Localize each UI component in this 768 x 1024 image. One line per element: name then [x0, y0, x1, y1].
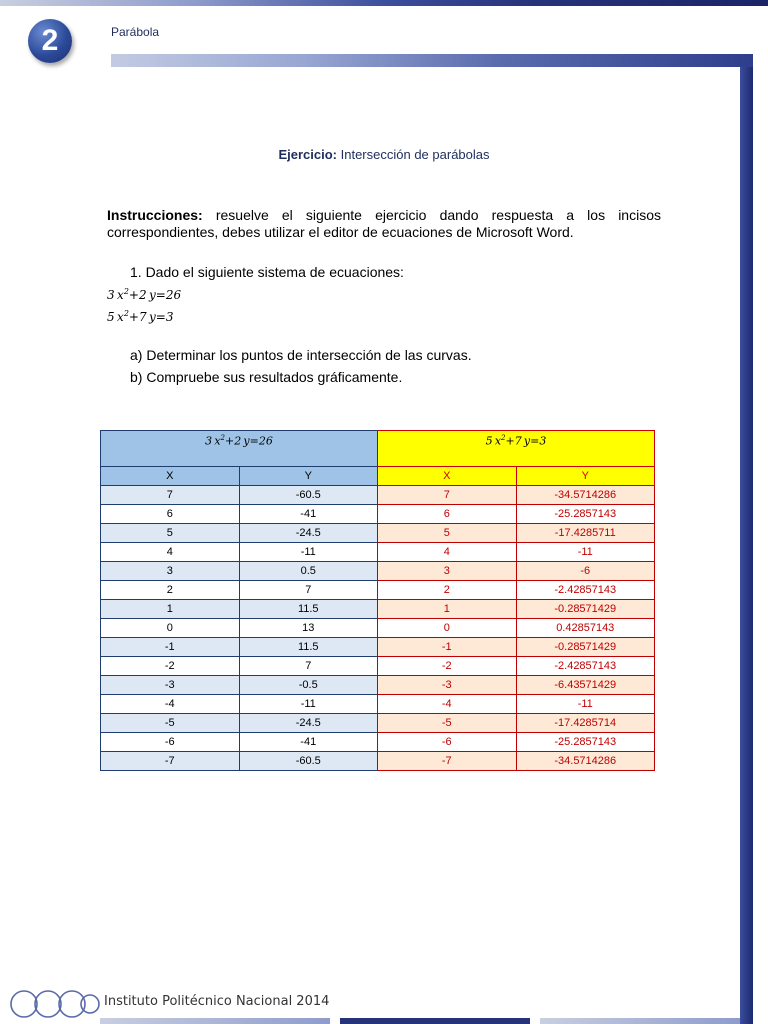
cell-y1: -24.5: [239, 714, 378, 733]
top-decorative-bar: [0, 0, 768, 6]
cell-x2: -2: [378, 657, 517, 676]
footer-bar-left: [100, 1018, 330, 1024]
eq2-rest: +7: [128, 310, 147, 324]
col-header-y2: Y: [516, 467, 655, 486]
cell-x1: -7: [101, 752, 240, 771]
cell-y1: -11: [239, 695, 378, 714]
eq2-coef: 5: [107, 310, 115, 324]
cell-x2: 5: [378, 524, 517, 543]
cell-y1: 11.5: [239, 638, 378, 657]
table-row: [101, 676, 655, 695]
instructions-text: resuelve el siguiente ejercicio dando respuesta a los incisos correspondientes, debes utilizar el editor de ecuaciones de Microsoft Word.: [107, 207, 661, 240]
cell-y1: -0.5: [239, 676, 378, 695]
table-row: [101, 505, 655, 524]
eq2-rhs: =3: [155, 310, 174, 324]
cell-x2: 3: [378, 562, 517, 581]
cell-y2: -6.43571429: [516, 676, 655, 695]
table-row: [101, 638, 655, 657]
cell-x2: 2: [378, 581, 517, 600]
eq1-coef: 3: [107, 288, 115, 302]
cell-x2: -3: [378, 676, 517, 695]
equation-1: 3 $x^2+2$ y=26: [107, 287, 182, 302]
instructions: [107, 207, 661, 241]
cell-x2: -1: [378, 638, 517, 657]
cell-x1: -2: [101, 657, 240, 676]
cell-y1: 13: [239, 619, 378, 638]
table-header-eq1: 3 $x^2+2$ y=26: [101, 431, 378, 467]
cell-x1: 3: [101, 562, 240, 581]
table-row: [101, 486, 655, 505]
cell-y1: -41: [239, 733, 378, 752]
cell-y2: -11: [516, 543, 655, 562]
cell-x2: -7: [378, 752, 517, 771]
cell-y1: 7: [239, 657, 378, 676]
eq1-exp: 2: [123, 287, 129, 296]
table-row: [101, 543, 655, 562]
cell-x2: -6: [378, 733, 517, 752]
col-header-x1: X: [101, 467, 240, 486]
table-row: [101, 581, 655, 600]
cell-y2: -34.5714286: [516, 486, 655, 505]
table-row: [101, 695, 655, 714]
cell-x1: -1: [101, 638, 240, 657]
cell-x2: 4: [378, 543, 517, 562]
cell-y2: -6: [516, 562, 655, 581]
cell-y1: -41: [239, 505, 378, 524]
cell-x2: 1: [378, 600, 517, 619]
cell-y2: -25.2857143: [516, 505, 655, 524]
table-row: [101, 657, 655, 676]
cell-x2: -4: [378, 695, 517, 714]
eq2-exp: 2: [123, 309, 129, 318]
cell-y1: -24.5: [239, 524, 378, 543]
cell-y2: -17.4285711: [516, 524, 655, 543]
right-decorative-bar: [740, 67, 753, 1024]
header-decorative-bar: [111, 54, 753, 67]
cell-x1: 2: [101, 581, 240, 600]
cell-x1: 7: [101, 486, 240, 505]
task-b: b) Compruebe sus resultados gráficamente.: [130, 369, 403, 385]
cell-y1: -60.5: [239, 752, 378, 771]
cell-y2: -11: [516, 695, 655, 714]
cell-x1: -4: [101, 695, 240, 714]
col-header-x2: X: [378, 467, 517, 486]
footer-bar-right: [540, 1018, 740, 1024]
cell-x2: 0: [378, 619, 517, 638]
values-table: [100, 430, 655, 771]
eq1-rhs: =26: [155, 288, 182, 302]
cell-x1: 6: [101, 505, 240, 524]
cell-x1: 1: [101, 600, 240, 619]
footer-bar-middle: [340, 1018, 530, 1024]
cell-y1: -60.5: [239, 486, 378, 505]
institution-logo: [6, 984, 102, 1024]
cell-x2: -5: [378, 714, 517, 733]
task-a: a) Determinar los puntos de intersección de las curvas.: [130, 347, 472, 363]
section-title: Parábola: [111, 25, 160, 39]
table-row: [101, 524, 655, 543]
col-header-y1: Y: [239, 467, 378, 486]
cell-x1: -6: [101, 733, 240, 752]
cell-x1: 5: [101, 524, 240, 543]
cell-y2: 0.42857143: [516, 619, 655, 638]
cell-x1: -3: [101, 676, 240, 695]
cell-y2: -0.28571429: [516, 638, 655, 657]
cell-y1: -11: [239, 543, 378, 562]
instructions-label: Instrucciones:: [107, 207, 203, 223]
footer-institution: Instituto Politécnico Nacional 2014: [104, 994, 330, 1009]
eq1-rest: +2: [128, 288, 147, 302]
cell-y1: 7: [239, 581, 378, 600]
equation-2: 5 $x^2+7$ y=3: [107, 309, 174, 324]
section-number-badge: 2: [28, 19, 72, 63]
table-row: [101, 562, 655, 581]
table-header-eq2: 5 $x^2+7$ y=3: [378, 431, 655, 467]
cell-y2: -34.5714286: [516, 752, 655, 771]
cell-x1: -5: [101, 714, 240, 733]
table-row: [101, 752, 655, 771]
exercise-title: [0, 147, 768, 162]
cell-x2: 7: [378, 486, 517, 505]
cell-y2: -25.2857143: [516, 733, 655, 752]
cell-y1: 11.5: [239, 600, 378, 619]
exercise-title-text: Intersección de parábolas: [337, 147, 490, 162]
table-row: [101, 619, 655, 638]
cell-x1: 0: [101, 619, 240, 638]
cell-y2: -17.4285714: [516, 714, 655, 733]
item-1: 1. Dado el siguiente sistema de ecuaciones:: [130, 264, 404, 280]
exercise-title-label: Ejercicio:: [278, 147, 338, 162]
cell-x2: 6: [378, 505, 517, 524]
cell-y2: -2.42857143: [516, 657, 655, 676]
table-row: [101, 733, 655, 752]
table-row: [101, 600, 655, 619]
cell-y2: -0.28571429: [516, 600, 655, 619]
table-row: [101, 714, 655, 733]
cell-y2: -2.42857143: [516, 581, 655, 600]
cell-y1: 0.5: [239, 562, 378, 581]
cell-x1: 4: [101, 543, 240, 562]
